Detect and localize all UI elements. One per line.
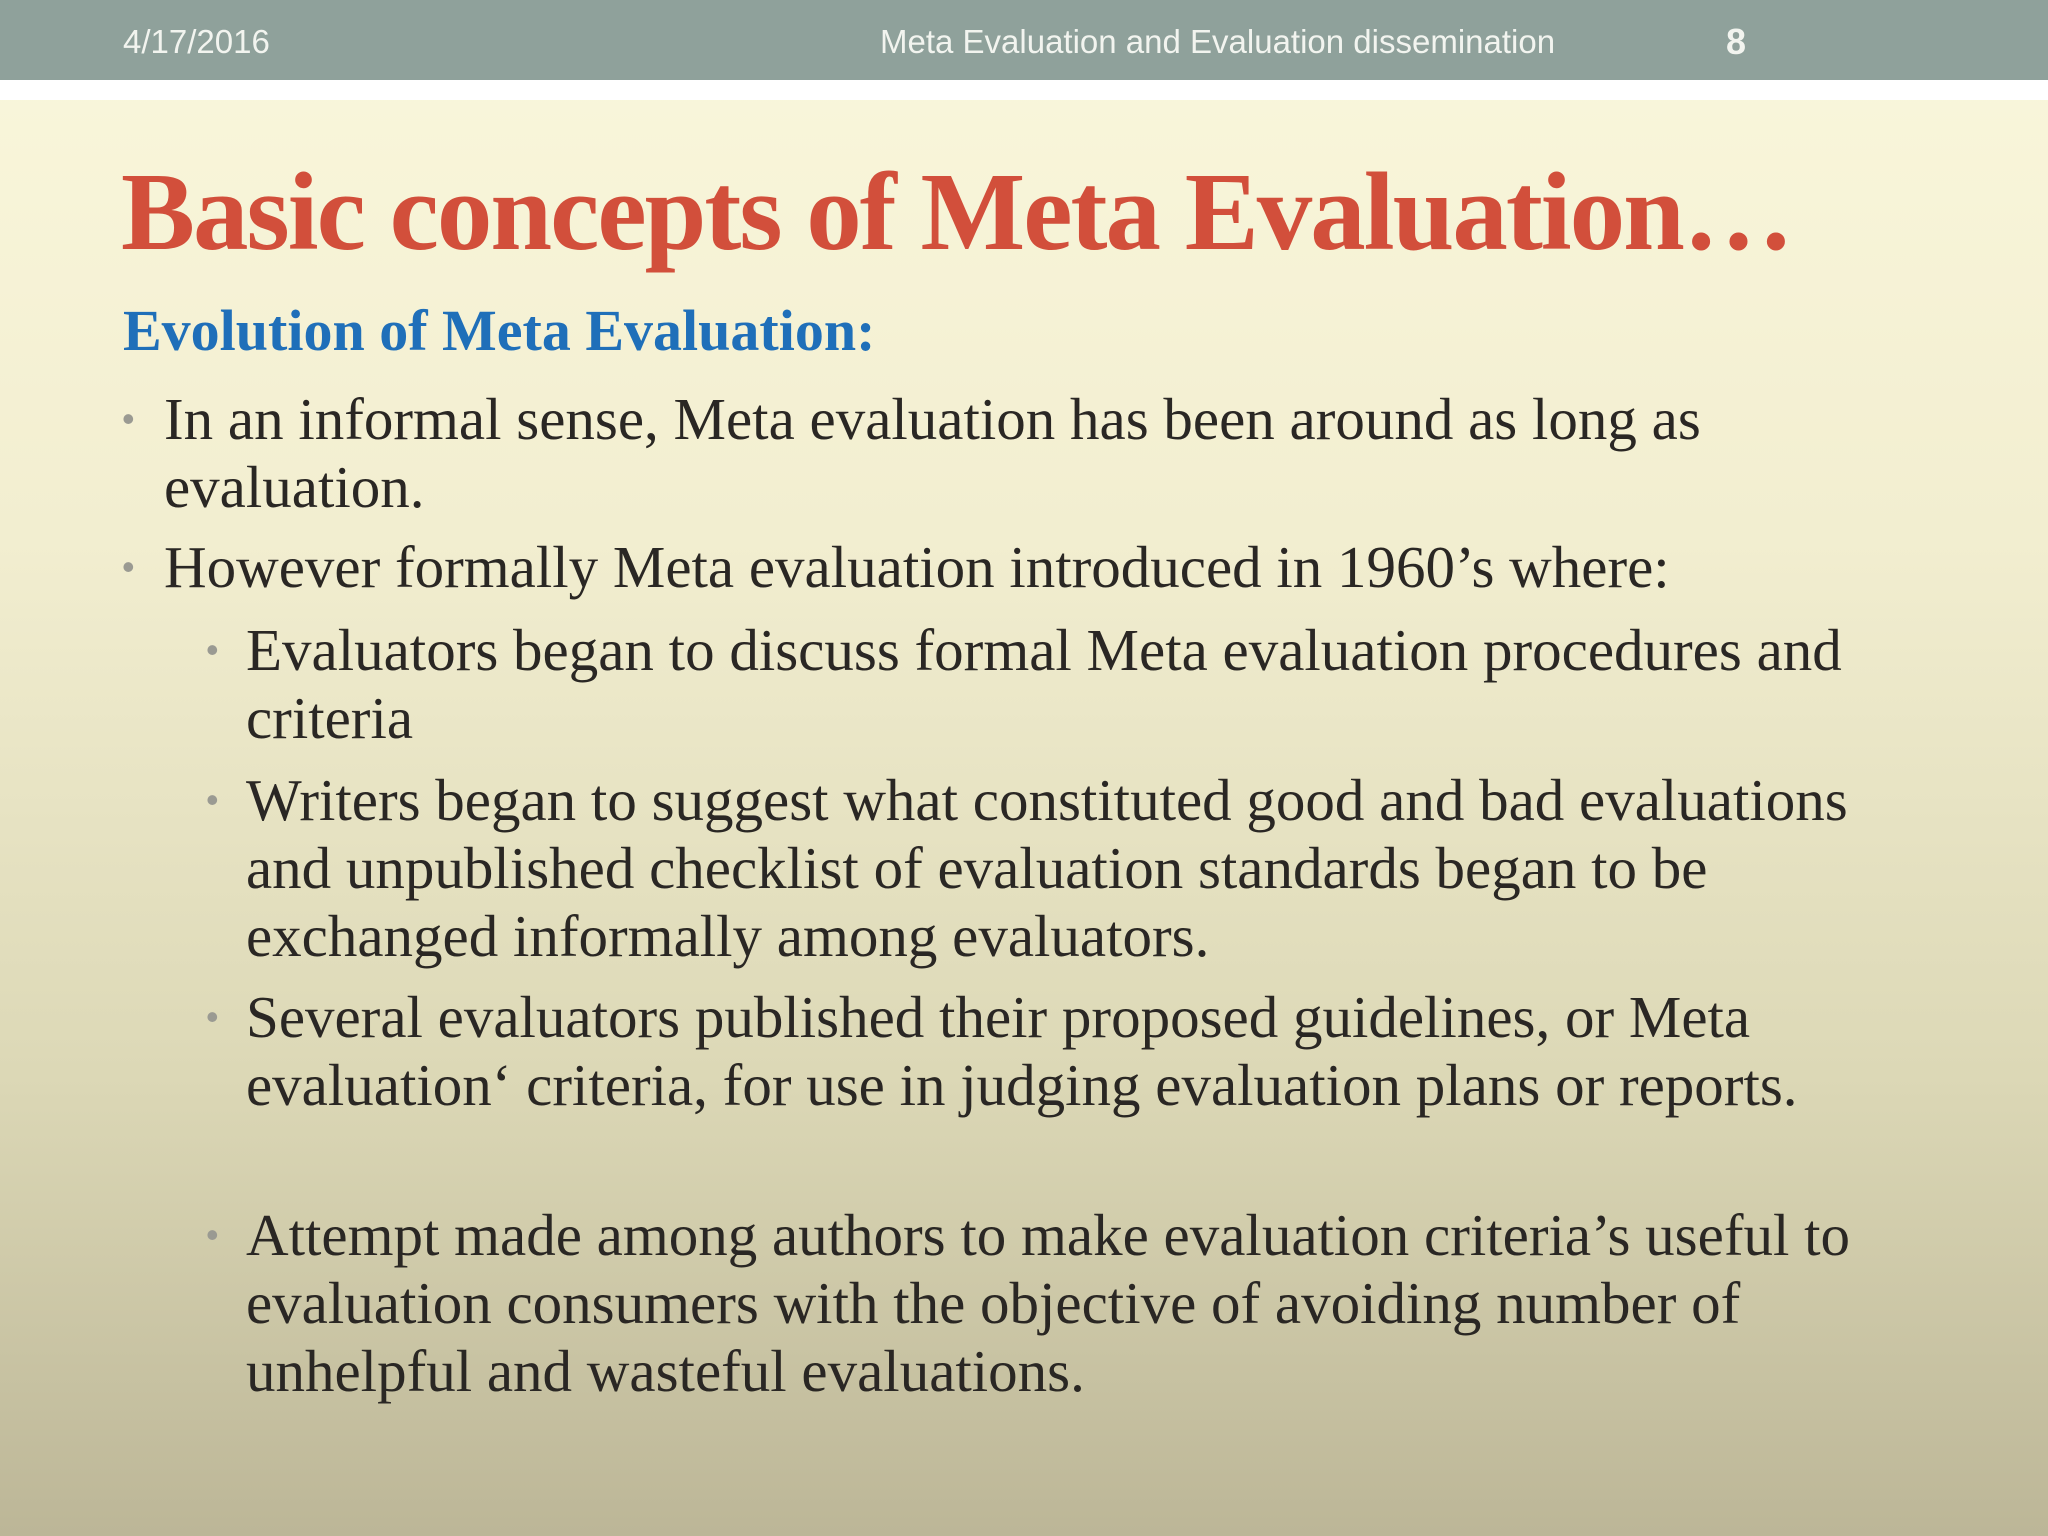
bullet-text: Several evaluators published their proposed guidelines, or Meta evaluation‘ criteria, for use in judging evaluation plans or reports. — [246, 984, 1798, 1118]
bullet-dot-icon: • — [206, 996, 219, 1037]
sub-bullet-item — [206, 1201, 1946, 1405]
bullet-text: Attempt made among authors to make evaluation criteria’s useful to evaluation consumers with the objective of avoiding number of unhelpful and wasteful evaluations. — [246, 1202, 1851, 1404]
sub-bullet-item — [206, 983, 1946, 1119]
sub-bullet-item — [206, 616, 1946, 752]
bullet-dot-icon: • — [122, 546, 135, 587]
bullet-dot-icon: • — [206, 629, 219, 670]
sub-bullet-item — [206, 766, 1946, 970]
bullet-text: Evaluators began to discuss formal Meta evaluation procedures and criteria — [246, 617, 1842, 751]
bullet-text: In an informal sense, Meta evaluation has been around as long as evaluation. — [164, 386, 1701, 520]
bullet-text: Writers began to suggest what constituted good and bad evaluations and unpublished checklist of evaluation standards began to be exchanged informally among evaluators. — [246, 767, 1848, 969]
bullet-item — [122, 385, 1924, 521]
presentation-title: Meta Evaluation and Evaluation dissemination — [880, 23, 1556, 60]
section-subheading: Evolution of Meta Evaluation: — [123, 298, 876, 363]
bullet-dot-icon: • — [122, 398, 135, 439]
bullet-item — [122, 533, 1924, 601]
bullet-dot-icon: • — [206, 1214, 219, 1255]
bullet-text: However formally Meta evaluation introduced in 1960’s where: — [164, 534, 1670, 600]
slide-title: Basic concepts of Meta Evaluation… — [121, 151, 1792, 274]
bullet-dot-icon: • — [206, 779, 219, 820]
slide-date: 4/17/2016 — [123, 23, 270, 60]
slide-header-bar — [0, 0, 2048, 80]
slide-number: 8 — [1726, 21, 1747, 62]
header-divider — [0, 80, 2048, 100]
